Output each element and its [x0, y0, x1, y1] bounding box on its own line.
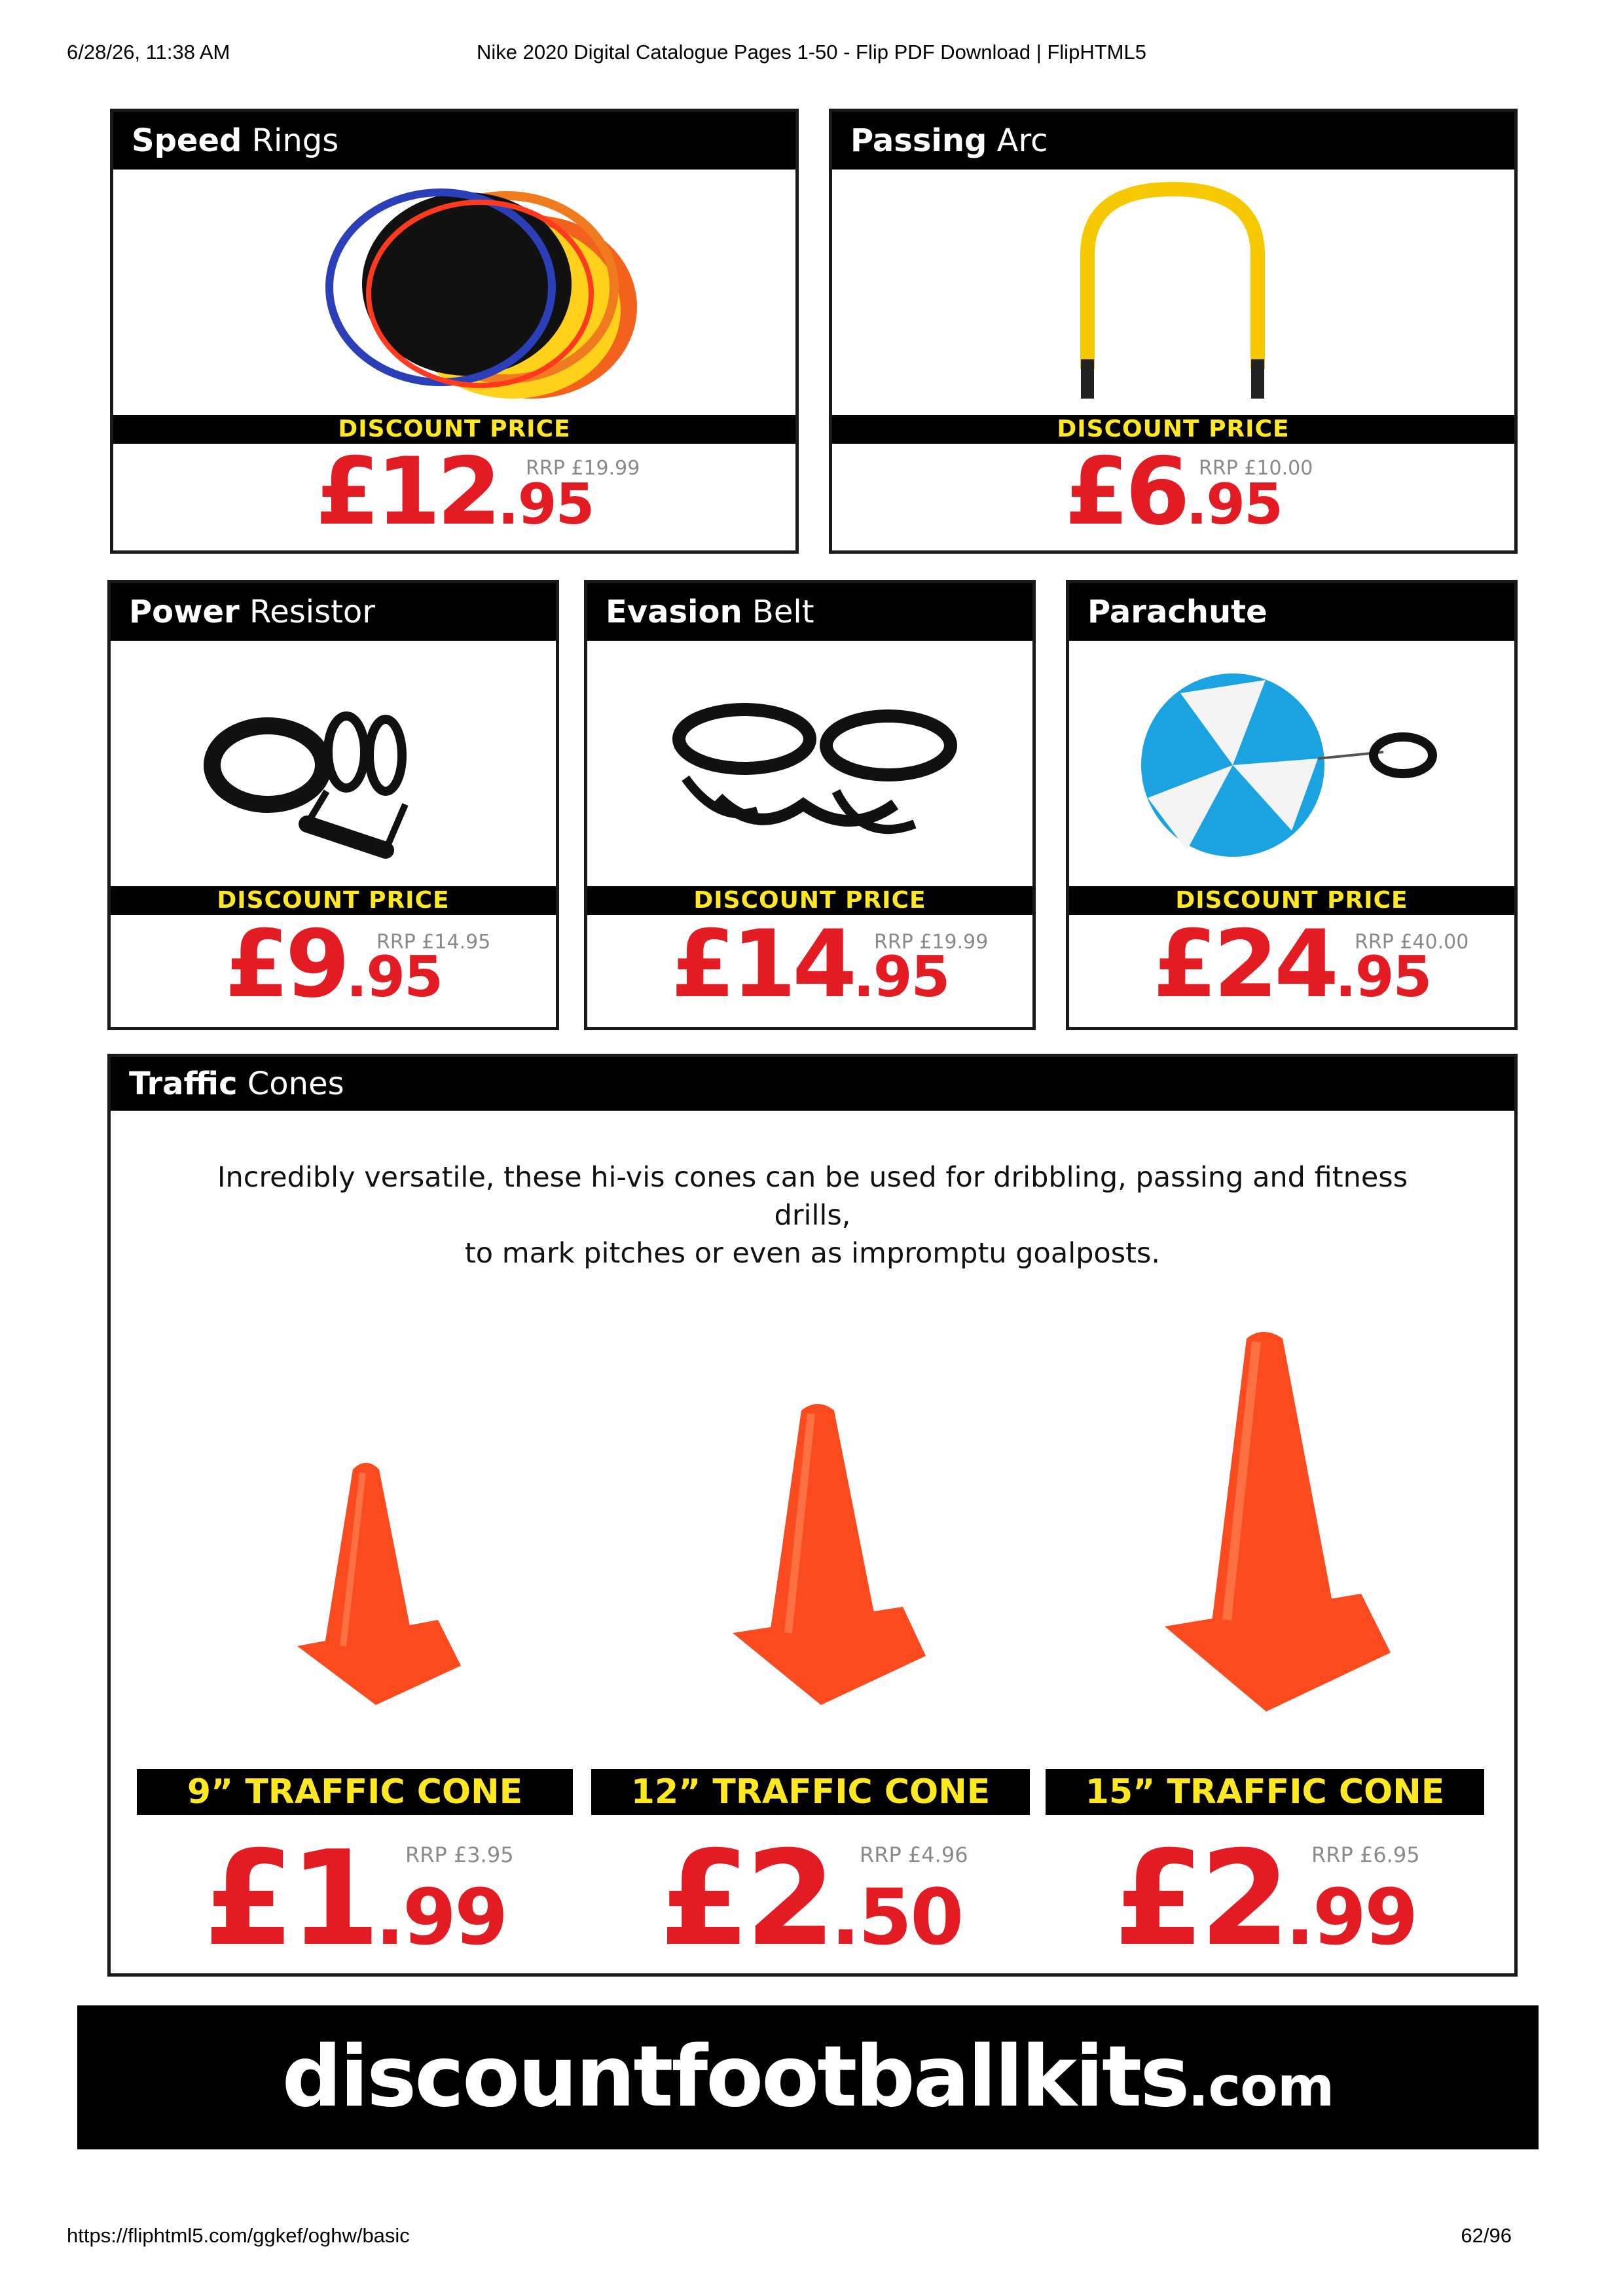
rrp-price: RRP £10.00 [1199, 457, 1313, 480]
price-decimal: .95 [853, 944, 949, 1010]
discount-price-bar: DISCOUNT PRICE [832, 415, 1514, 444]
cones-description [176, 1158, 1449, 1272]
brand-domain: discountfootballkits [282, 2028, 1188, 2126]
price-main: £2 [659, 1823, 831, 1975]
price-main: £2 [1113, 1823, 1286, 1975]
print-page-count: 62/96 [1461, 2224, 1512, 2247]
parachute-icon [1069, 641, 1514, 886]
rrp-price: RRP £19.99 [526, 457, 640, 480]
product-title-bold: Traffic [129, 1066, 238, 1102]
price-main: £12 [315, 438, 498, 546]
price [832, 438, 1514, 546]
product-title-bold: Evasion [606, 594, 742, 630]
brand-banner [77, 2005, 1539, 2149]
price-main: £14 [670, 910, 854, 1018]
product-card-parachute [1066, 580, 1518, 1030]
price-main: £1 [203, 1823, 376, 1975]
passing-arc-icon [832, 170, 1514, 415]
product-title-bold: Power [129, 594, 240, 630]
price [113, 438, 795, 546]
print-url: https://fliphtml5.com/ggkef/oghw/basic [67, 2224, 410, 2247]
brand-tld: .com [1188, 2054, 1334, 2119]
product-card-evasion-belt [584, 580, 1036, 1030]
evasion-belt-icon [587, 641, 1032, 886]
product-title-light: Cones [237, 1066, 344, 1102]
discount-price-bar: DISCOUNT PRICE [587, 886, 1032, 915]
product-title [111, 583, 556, 641]
rrp-price: RRP £14.95 [376, 931, 491, 954]
traffic-cone-9-icon [287, 1456, 464, 1705]
product-title-bold: Speed [132, 122, 242, 159]
price-decimal: .50 [831, 1872, 962, 1962]
discount-price-bar: DISCOUNT PRICE [111, 886, 556, 915]
discount-price-bar: DISCOUNT PRICE [113, 415, 795, 444]
price-main: £24 [1152, 910, 1336, 1018]
product-title [832, 112, 1514, 170]
price-main: £9 [225, 910, 346, 1018]
cones-description-line: Incredibly versatile, these hi-vis cones can be used for dribbling, passing and fitness drills, [217, 1161, 1408, 1232]
traffic-cone-15-icon [1158, 1325, 1394, 1712]
price-decimal: .95 [1335, 944, 1431, 1010]
cone-label-9: 9” TRAFFIC CONE [137, 1769, 573, 1815]
price-decimal: .95 [346, 944, 442, 1010]
rrp-price: RRP £40.00 [1355, 931, 1469, 954]
rrp-price: RRP £3.95 [405, 1842, 514, 1867]
price-main: £6 [1065, 438, 1186, 546]
price [587, 910, 1032, 1018]
product-title-light: Rings [242, 122, 339, 159]
product-card-speed-rings [110, 109, 799, 554]
cones-description-line: to mark pitches or even as impromptu goalposts. [464, 1237, 1161, 1270]
product-title-light: Resistor [239, 594, 375, 630]
product-card-passing-arc [829, 109, 1518, 554]
price [111, 910, 556, 1018]
print-page-title: Nike 2020 Digital Catalogue Pages 1-50 - Flip PDF Download | FlipHTML5 [477, 41, 1146, 63]
power-resistor-icon [111, 641, 556, 886]
price-decimal: .95 [498, 472, 594, 537]
print-footer [0, 2224, 1623, 2253]
product-card-power-resistor [107, 580, 559, 1030]
product-title-light: Arc [987, 122, 1048, 159]
cone-label-15: 15” TRAFFIC CONE [1046, 1769, 1484, 1815]
price [1069, 910, 1514, 1018]
price-decimal: .99 [375, 1872, 507, 1962]
print-header [0, 41, 1623, 69]
product-title-light: Belt [742, 594, 814, 630]
product-title [111, 1057, 1514, 1111]
product-title-bold: Parachute [1087, 594, 1267, 630]
rrp-price: RRP £19.99 [874, 931, 989, 954]
price-decimal: .95 [1186, 472, 1282, 537]
product-title [587, 583, 1032, 641]
rrp-price: RRP £4.96 [860, 1842, 968, 1867]
cone-label-12: 12” TRAFFIC CONE [591, 1769, 1030, 1815]
product-card-traffic-cones [107, 1054, 1518, 1977]
discount-price-bar: DISCOUNT PRICE [1069, 886, 1514, 915]
product-title-bold: Passing [850, 122, 987, 159]
product-title [1069, 583, 1514, 641]
rrp-price: RRP £6.95 [1311, 1842, 1420, 1867]
price-decimal: .99 [1285, 1872, 1417, 1962]
product-title [113, 112, 795, 170]
speed-rings-icon [113, 170, 795, 415]
traffic-cone-12-icon [726, 1397, 929, 1705]
print-datetime: 6/28/26, 11:38 AM [67, 41, 230, 63]
